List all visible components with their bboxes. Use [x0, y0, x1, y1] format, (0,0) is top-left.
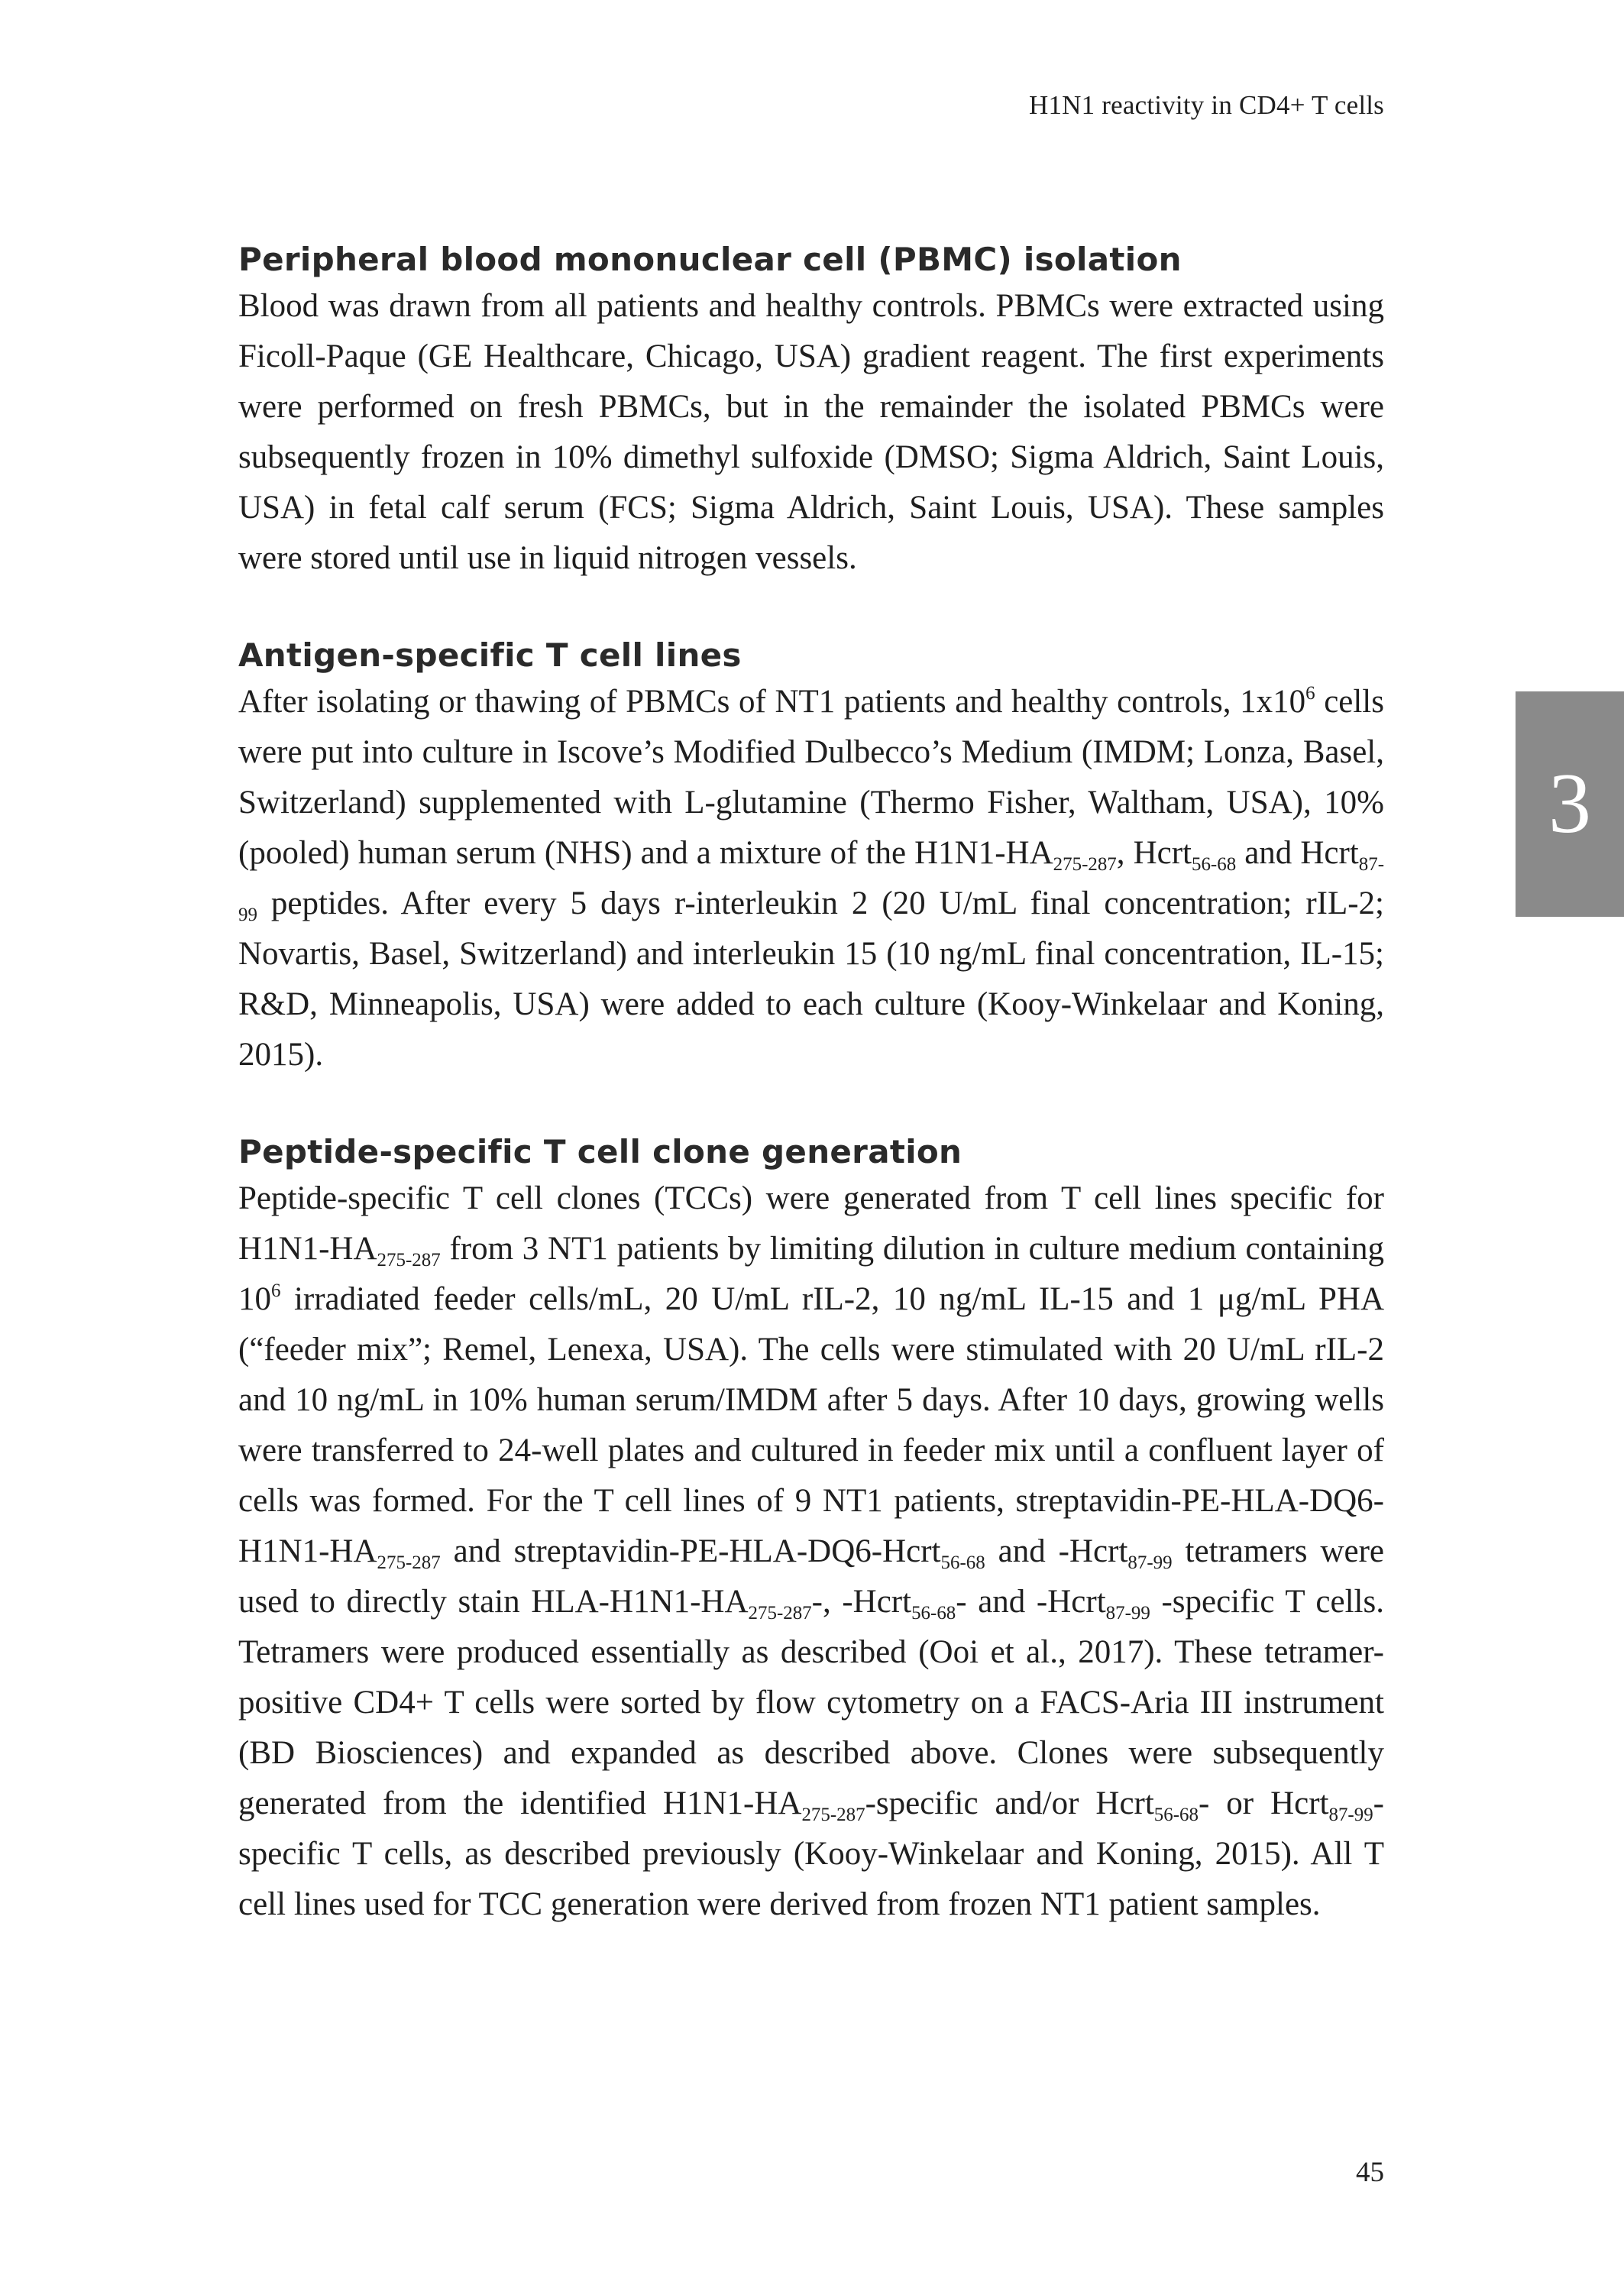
text-run: -specific and/or Hcrt	[865, 1785, 1154, 1821]
subscript: 56-68	[911, 1602, 956, 1624]
section-tcc-generation	[238, 1131, 1384, 1930]
text-run: and streptavidin-PE-HLA-DQ6-Hcrt	[440, 1533, 941, 1569]
chapter-number: 3	[1548, 756, 1591, 851]
running-header: H1N1 reactivity in CD4+ T cells	[1029, 90, 1384, 120]
subscript: 275-287	[377, 1249, 441, 1271]
text-run: -specific T cells, as described previously (Kooy-Winkelaar and Koning, 2015). All T cell lines used for TCC generation were derived from frozen NT1 patient samples.	[238, 1785, 1384, 1922]
subscript: 56-68	[940, 1552, 985, 1573]
text-run: -specific T cells. Tetramers were produced essentially as described (Ooi et al., 2017). These tetramer-positive CD4+ T cells were sorted by flow cytometry on a FACS-Aria III instrument (BD Biosciences) and expanded as described above. Clones were subsequently generated from the identified H1N1-HA	[238, 1584, 1384, 1821]
chapter-tab	[1516, 691, 1624, 917]
superscript: 6	[1305, 682, 1315, 704]
text-run: irradiated feeder cells/mL, 20 U/mL rIL-2, 10 ng/mL IL-15 and 1 μg/mL PHA (“feeder mix”; Remel, Lenexa, USA). The cells were stimulated with 20 U/mL rIL-2 and 10 ng/mL in 10% human serum/IMDM after 5 days. After 10 days, growing wells were transferred to 24-well plates and cultured in feeder mix until a confluent layer of cells was formed. For the T cell lines of 9 NT1 patients, streptavidin-PE-HLA-DQ6- H1N1-HA	[238, 1281, 1384, 1569]
subscript: 87-99	[1127, 1552, 1173, 1573]
subscript: 275-287	[1053, 853, 1117, 875]
text-run: - and -Hcrt	[956, 1584, 1106, 1620]
section-heading: Peripheral blood mononuclear cell (PBMC) isolation	[238, 241, 1182, 278]
subscript: 87-99	[1328, 1804, 1373, 1825]
section-heading: Antigen-specific T cell lines	[238, 636, 742, 674]
section-paragraph	[238, 677, 1384, 1080]
text-run: and -Hcrt	[985, 1533, 1128, 1569]
text-run: -, -Hcrt	[811, 1584, 912, 1620]
subscript: 275-287	[748, 1602, 812, 1624]
text-run: Peptide-specific T cell clones (TCCs) were generated from T cell lines specific for H1N1-HA	[238, 1180, 1384, 1267]
text-run: and Hcrt	[1236, 835, 1359, 871]
subscript: 56-68	[1153, 1804, 1199, 1825]
subscript: 87-99	[238, 853, 1385, 925]
text-run: cells were put into culture in Iscove’s Modified Dulbecco’s Medium (IMDM; Lonza, Basel, Switzerland) supplemented with L-glutamine (Thermo Fisher, Waltham, USA), 10% (pooled) human serum (NHS) and a mixture of the H1N1-HA	[238, 684, 1384, 871]
text-run: After isolating or thawing of PBMCs of NT1 patients and healthy controls, 1x10	[238, 684, 1306, 720]
section-paragraph: Blood was drawn from all patients and healthy controls. PBMCs were extracted using Ficoll-Paque (GE Healthcare, Chicago, USA) gradient reagent. The first experiments were performed on fresh PBMCs, but in the remainder the isolated PBMCs were subsequently frozen in 10% dimethyl sulfoxide (DMSO; Sigma Aldrich, Saint Louis, USA) in fetal calf serum (FCS; Sigma Aldrich, Saint Louis, USA). These samples were stored until use in liquid nitrogen vessels.	[238, 288, 1384, 576]
section-antigen-specific-t-cell-lines	[238, 634, 1384, 1080]
text-run: - or Hcrt	[1198, 1785, 1329, 1821]
subscript: 275-287	[801, 1804, 865, 1825]
superscript: 6	[271, 1280, 281, 1301]
subscript: 87-99	[1105, 1602, 1150, 1624]
subscript: 56-68	[1191, 853, 1237, 875]
text-run: from 3 NT1 patients by limiting dilution in culture medium containing 10	[238, 1231, 1384, 1317]
text-run: , Hcrt	[1116, 835, 1192, 871]
section-paragraph	[238, 1174, 1384, 1930]
page-number: 45	[1356, 2157, 1384, 2188]
section-pbmc-isolation	[238, 238, 1384, 584]
page-body	[238, 238, 1384, 1980]
subscript: 275-287	[377, 1552, 441, 1573]
text-run: peptides. After every 5 days r-interleukin 2 (20 U/mL final concentration; rIL-2; Novartis, Basel, Switzerland) and interleukin 15 (10 ng/mL final concentration, IL-15; R&D, Minneapolis, USA) were added to each culture (Kooy-Winkelaar and Koning, 2015).	[238, 885, 1384, 1073]
section-heading: Peptide-specific T cell clone generation	[238, 1133, 962, 1170]
text-run: tetramers were used to directly stain HLA-H1N1-HA	[238, 1533, 1384, 1620]
